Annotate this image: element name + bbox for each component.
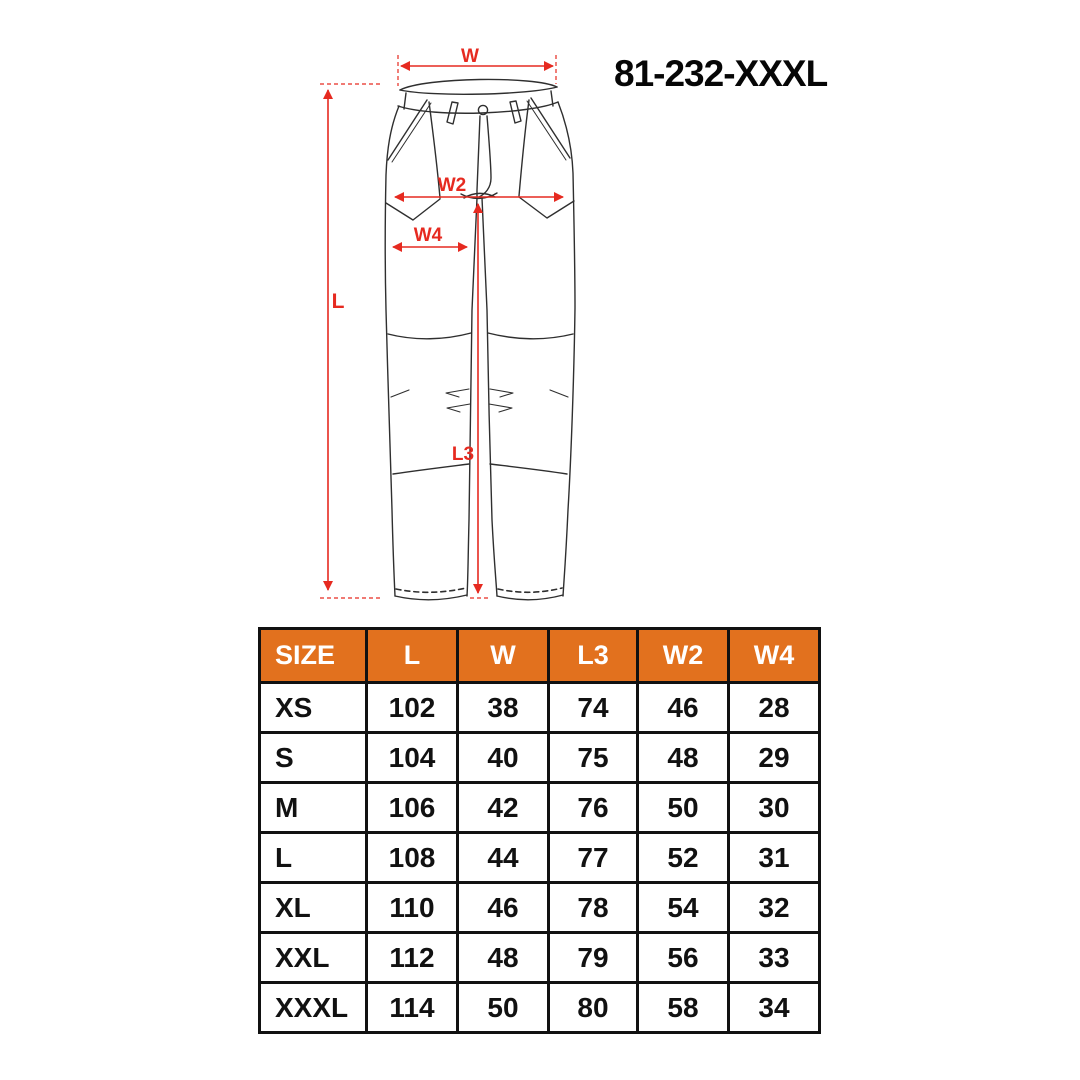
product-code: 81-232-XXXL — [614, 53, 828, 94]
size-cell: XXL — [260, 933, 367, 983]
value-cell: 110 — [367, 883, 458, 933]
value-cell: 38 — [458, 683, 549, 733]
size-cell: L — [260, 833, 367, 883]
table-row — [260, 983, 820, 1033]
value-cell: 104 — [367, 733, 458, 783]
size-cell: XXXL — [260, 983, 367, 1033]
table-row — [260, 733, 820, 783]
value-cell: 42 — [458, 783, 549, 833]
table-row — [260, 683, 820, 733]
size-table — [258, 627, 821, 1034]
value-cell: 29 — [729, 733, 820, 783]
value-cell: 28 — [729, 683, 820, 733]
value-cell: 74 — [549, 683, 638, 733]
header-cell-l: L — [367, 629, 458, 683]
size-table-header-row — [260, 629, 820, 683]
value-cell: 112 — [367, 933, 458, 983]
header-cell-w: W — [458, 629, 549, 683]
pants-outline — [385, 79, 575, 599]
value-cell: 78 — [549, 883, 638, 933]
value-cell: 75 — [549, 733, 638, 783]
value-cell: 50 — [638, 783, 729, 833]
value-cell: 34 — [729, 983, 820, 1033]
value-cell: 54 — [638, 883, 729, 933]
value-cell: 48 — [458, 933, 549, 983]
header-cell-size: SIZE — [260, 629, 367, 683]
table-row — [260, 933, 820, 983]
value-cell: 40 — [458, 733, 549, 783]
dim-label-w4: W4 — [413, 225, 443, 246]
size-table-body — [260, 683, 820, 1033]
size-cell: S — [260, 733, 367, 783]
dim-label-w2: W2 — [437, 175, 467, 196]
value-cell: 46 — [638, 683, 729, 733]
dim-label-l: L — [331, 290, 345, 313]
dimension-arrows — [320, 55, 563, 598]
header-cell-w2: W2 — [638, 629, 729, 683]
table-row — [260, 783, 820, 833]
dim-label-w: W — [461, 46, 479, 67]
value-cell: 31 — [729, 833, 820, 883]
size-cell: XL — [260, 883, 367, 933]
value-cell: 48 — [638, 733, 729, 783]
table-row — [260, 883, 820, 933]
size-cell: XS — [260, 683, 367, 733]
value-cell: 58 — [638, 983, 729, 1033]
value-cell: 50 — [458, 983, 549, 1033]
value-cell: 76 — [549, 783, 638, 833]
size-cell: M — [260, 783, 367, 833]
value-cell: 106 — [367, 783, 458, 833]
value-cell: 44 — [458, 833, 549, 883]
value-cell: 46 — [458, 883, 549, 933]
table-row — [260, 833, 820, 883]
value-cell: 52 — [638, 833, 729, 883]
pants-technical-drawing-icon — [280, 40, 610, 620]
value-cell: 77 — [549, 833, 638, 883]
value-cell: 30 — [729, 783, 820, 833]
value-cell: 32 — [729, 883, 820, 933]
value-cell: 114 — [367, 983, 458, 1033]
dim-label-l3: L3 — [451, 444, 475, 465]
value-cell: 79 — [549, 933, 638, 983]
header-cell-l3: L3 — [549, 629, 638, 683]
value-cell: 56 — [638, 933, 729, 983]
value-cell: 108 — [367, 833, 458, 883]
value-cell: 80 — [549, 983, 638, 1033]
value-cell: 102 — [367, 683, 458, 733]
value-cell: 33 — [729, 933, 820, 983]
header-cell-w4: W4 — [729, 629, 820, 683]
